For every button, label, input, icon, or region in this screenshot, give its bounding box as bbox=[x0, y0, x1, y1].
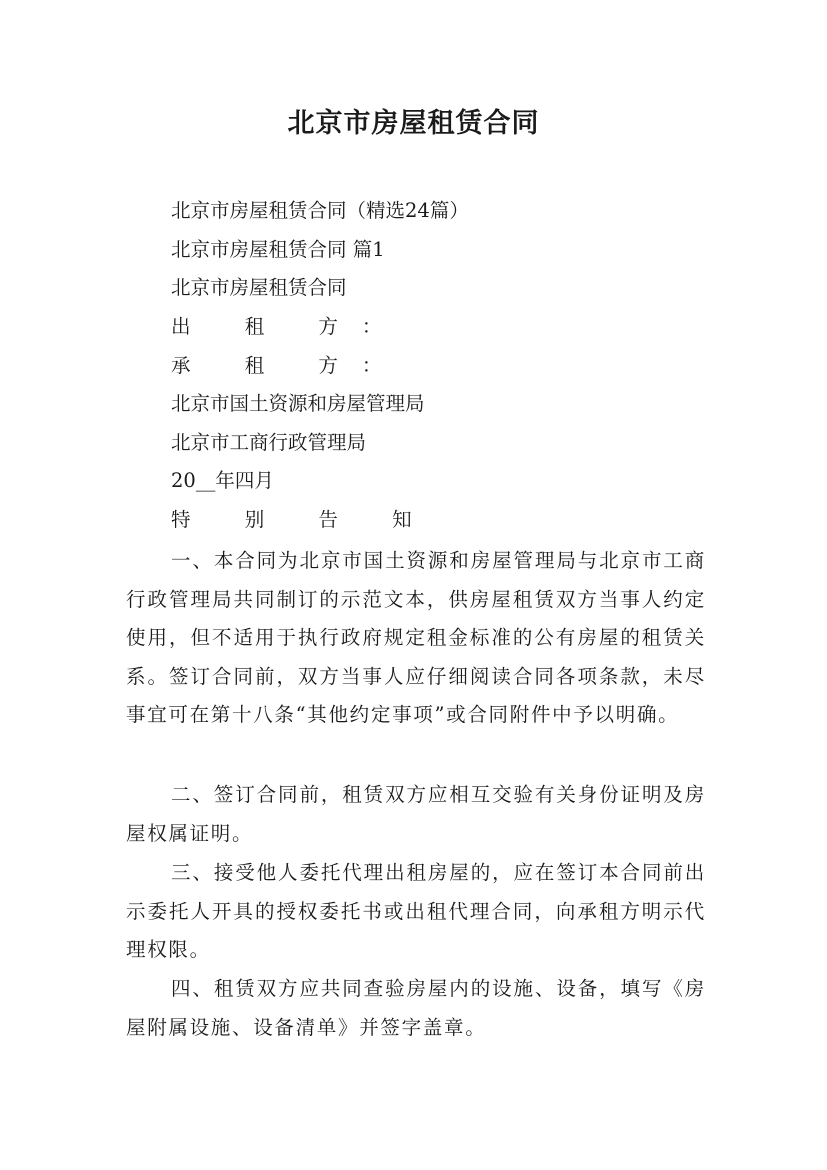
notice-paragraph-3: 三、接受他人委托代理出租房屋的，应在签订本合同前出示委托人开具的授权委托书或出租代理合同，向承租方明示代理权限。 bbox=[126, 861, 706, 962]
subtitle-line: 北京市房屋租赁合同（精选24篇） bbox=[171, 199, 469, 222]
lessee-label: 承 租 方： bbox=[171, 354, 406, 377]
part-heading: 北京市房屋租赁合同 篇1 bbox=[171, 238, 385, 261]
document-title: 北京市房屋租赁合同 bbox=[287, 108, 540, 139]
notice-paragraph-4: 四、租赁双方应共同查验房屋内的设施、设备，填写《房屋附属设施、设备清单》并签字盖章。 bbox=[126, 977, 706, 1039]
notice-paragraph-2: 二、签订合同前，租赁双方应相互交验有关身份证明及房屋权属证明。 bbox=[126, 783, 706, 845]
issuer-land-bureau: 北京市国土资源和房屋管理局 bbox=[171, 392, 425, 415]
contract-name: 北京市房屋租赁合同 bbox=[171, 276, 347, 299]
date-line: 20__年四月 bbox=[171, 469, 274, 492]
issuer-commerce-bureau: 北京市工商行政管理局 bbox=[171, 431, 367, 454]
notice-heading: 特 别 告 知 bbox=[171, 508, 436, 531]
notice-paragraph-1: 一、本合同为北京市国土资源和房屋管理局与北京市工商行政管理局共同制订的示范文本，供房屋租赁双方当事人约定使用，但不适用于执行政府规定租金标准的公有房屋的租赁关系。签订合同前，双方当事人应仔细阅读合同各项条款，未尽事宜可在第十八条“其他约定事项”或合同附件中予以明确。 bbox=[126, 549, 706, 727]
lessor-label: 出 租 方： bbox=[171, 315, 406, 338]
